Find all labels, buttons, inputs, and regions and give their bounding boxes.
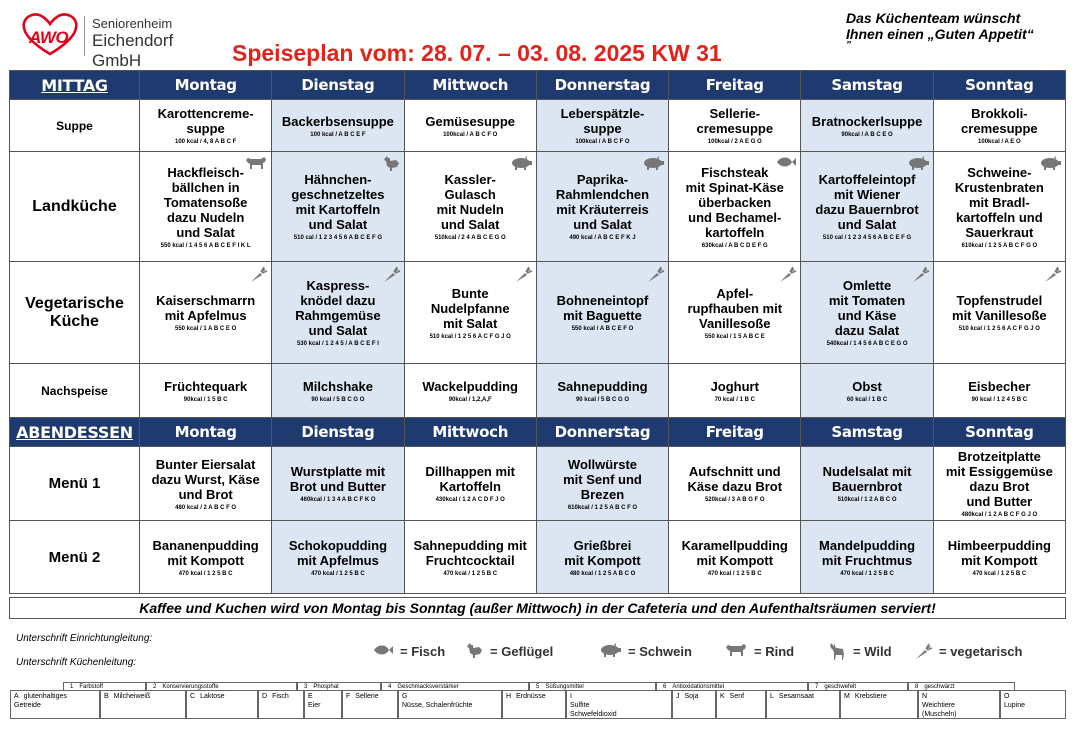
day-header-dienstag: Dienstag	[272, 71, 404, 100]
menu-cell	[669, 100, 801, 152]
cafe-note: Kaffee und Kuchen wird von Montag bis Sonntag (außer Mittwoch) in der Cafeteria und den Aufenthaltsräumen serviert!	[9, 597, 1066, 619]
menu-cell	[404, 447, 536, 521]
menu-cell	[801, 447, 933, 521]
pig-icon	[509, 155, 533, 174]
allergen-item	[258, 690, 304, 719]
fish-icon	[372, 642, 394, 661]
day-header-freitag: Freitag	[669, 418, 801, 447]
dish-name: Hähnchen- geschnetzeltes mit Kartoffeln und Salat	[291, 172, 385, 232]
dish-name: Milchshake	[302, 378, 373, 394]
additive-number: 8	[915, 684, 919, 690]
menu-cell	[272, 152, 404, 262]
dish-info: 90 kcal / 5 B C G O	[575, 396, 629, 403]
dish-name: Kassler- Gulasch mit Nudeln und Salat	[436, 172, 504, 232]
allergen-item	[672, 690, 716, 719]
menu-cell	[140, 152, 272, 262]
menu-cell	[669, 521, 801, 594]
menu-cell	[801, 364, 933, 418]
dish-name: Brokkoli- cremesuppe	[961, 106, 1038, 136]
allergen-code: J	[676, 693, 680, 700]
lunch-row-label: Vegetarische Küche	[10, 262, 140, 364]
allergen-item	[840, 690, 918, 719]
signature-facility-lead: Unterschrift Einrichtungleitung:	[16, 633, 153, 644]
allergen-code: D	[262, 693, 268, 700]
dish-info: 480 kcal / 2 A B C F O	[175, 504, 237, 511]
dish-info: 470 kcal / 1 2 5 B C	[443, 570, 498, 577]
allergen-label: Laktose	[200, 693, 225, 700]
awo-logo	[20, 12, 220, 70]
legend-item	[598, 642, 692, 663]
dish-name: Bohneneintopf mit Baguette	[556, 293, 649, 323]
legend-label: = Geflügel	[490, 644, 554, 659]
menu-cell	[404, 262, 536, 364]
dish-name: Leberspätzle- suppe	[560, 106, 645, 136]
menu-cell	[536, 100, 668, 152]
day-header-sonntag: Sonntag	[933, 418, 1065, 447]
dish-info: 430kcal / 1 2 A C D F J O	[435, 497, 505, 503]
additive-label: Phosphat	[313, 684, 339, 690]
lunch-section-label: MITTAG	[10, 71, 140, 100]
dish-name: Eisbecher	[968, 378, 1031, 394]
dish-name: Brotzeitplatte mit Essiggemüse dazu Brot und Butter	[945, 449, 1053, 509]
dish-name: Bunte Nudelpfanne mit Salat	[430, 285, 510, 331]
vegetarian-icon	[1042, 265, 1062, 288]
dish-name: Karottencreme- suppe	[157, 106, 254, 136]
additive-number: 4	[388, 684, 392, 690]
vegetarian-icon	[645, 265, 665, 288]
dish-name: Omlette mit Tomaten und Käse dazu Salat	[828, 278, 906, 338]
signature-kitchen-lead: Unterschrift Küchenleitung:	[16, 657, 137, 668]
dish-name: Dillhappen mit Kartoffeln	[425, 464, 515, 494]
allergen-code: I	[570, 693, 572, 700]
allergen-code: O	[1004, 693, 1010, 700]
dish-name: Bananenpudding mit Kompott	[152, 537, 259, 568]
dish-info: 510 cal / 1 2 3 4 5 6 A B C E F G	[293, 235, 383, 241]
dinner-row-label: Menü 2	[10, 521, 140, 594]
dish-info: 70 kcal / 1 B C	[714, 396, 755, 403]
menu-cell	[801, 100, 933, 152]
dish-name: Kartoffeleintopf mit Wiener dazu Bauernbrot und Salat	[815, 172, 919, 232]
menu-cell	[272, 521, 404, 594]
allergen-code: B	[104, 693, 109, 700]
dish-name: Obst	[852, 378, 882, 394]
day-header-dienstag: Dienstag	[272, 418, 404, 447]
allergen-code: C	[190, 693, 196, 700]
allergen-item	[100, 690, 186, 719]
allergen-item	[766, 690, 840, 719]
lunch-header-row	[10, 71, 1066, 100]
legend-item	[372, 642, 445, 662]
menu-cell	[404, 152, 536, 262]
menu-cell	[933, 364, 1065, 418]
menu-cell	[272, 262, 404, 364]
dinner-row	[10, 521, 1066, 594]
dish-name: Karamellpudding mit Kompott	[681, 537, 788, 568]
additive-number: 3	[304, 684, 308, 690]
dish-info: 90 kcal / 5 B C G O	[311, 396, 365, 403]
additive-number: 1	[70, 684, 74, 690]
allergen-item	[304, 690, 342, 719]
menu-cell	[669, 262, 801, 364]
dish-info: 100 kcal / A B C E F	[310, 131, 366, 138]
dinner-row	[10, 447, 1066, 521]
vegetarian-icon	[913, 647, 933, 666]
dish-name: Aufschnitt und Käse dazu Brot	[687, 464, 783, 494]
menu-cell	[536, 364, 668, 418]
day-header-freitag: Freitag	[669, 71, 801, 100]
dish-info: 470 kcal / 1 2 5 B C	[178, 570, 233, 577]
menu-cell	[801, 262, 933, 364]
dish-info: 550 kcal / 1 4 5 6 A B C E F I K L	[160, 242, 251, 249]
dish-name: Kaspress- knödel dazu Rahmgemüse und Salat	[295, 278, 381, 338]
lunch-row	[10, 262, 1066, 364]
allergen-code: A	[14, 693, 19, 700]
deer-icon	[827, 647, 847, 666]
dish-name: Schweine- Krustenbraten mit Bradl- kartoffeln und Sauerkraut	[954, 164, 1044, 240]
allergen-label: Fisch	[272, 693, 289, 700]
additive-label: Konservierungsstoffe	[162, 684, 219, 690]
allergen-code: E	[308, 693, 313, 700]
pig-icon	[641, 155, 665, 174]
legend-label: = Fisch	[400, 644, 446, 659]
menu-cell	[933, 100, 1065, 152]
dish-info: 100kcal / 2 A E G O	[707, 139, 762, 145]
allergen-label: Nüsse, Schalenfrüchte	[402, 702, 473, 709]
dish-name: Früchtequark	[164, 378, 248, 394]
logo-divider	[84, 16, 85, 56]
day-header-montag: Montag	[140, 418, 272, 447]
logo-brand: AWO	[29, 28, 69, 47]
menu-cell	[933, 152, 1065, 262]
dish-info: 520kcal / 3 A B G F O	[704, 497, 765, 503]
pig-icon	[1038, 155, 1062, 174]
allergen-label: Sesamsaat	[778, 693, 814, 700]
menu-cell	[536, 447, 668, 521]
dish-info: 510kcal / 1 2 A B C O	[837, 497, 897, 503]
allergen-item	[398, 690, 502, 719]
dish-name: Bunter Eiersalat dazu Wurst, Käse und Brot	[151, 456, 260, 502]
menu-table	[9, 70, 1066, 594]
additive-label: geschwefelt	[824, 684, 857, 690]
dish-info: 90kcal / A B C E O	[841, 131, 893, 138]
day-header-mittwoch: Mittwoch	[404, 71, 536, 100]
dish-name: Himbeerpudding mit Kompott	[947, 537, 1051, 568]
vegetarian-icon	[910, 265, 930, 288]
menu-cell	[536, 521, 668, 594]
menu-cell	[669, 152, 801, 262]
dish-info: 510kcal / 2 4 A B C E G O	[434, 235, 506, 241]
logo-line1: Seniorenheim	[92, 16, 173, 31]
allergen-code: H	[506, 693, 512, 700]
menu-cell	[801, 521, 933, 594]
allergen-item	[502, 690, 566, 719]
dish-info: 470 kcal / 1 2 5 B C	[972, 570, 1027, 577]
dish-info: 470 kcal / 1 2 5 B C	[311, 570, 365, 577]
menu-cell	[272, 364, 404, 418]
allergen-label: Erdnüsse	[516, 693, 546, 700]
dish-name: Sahnepudding mit Fruchtcocktail	[413, 537, 527, 568]
allergen-label: Lupine	[1004, 702, 1026, 709]
legend-item	[724, 642, 794, 663]
additive-number: 5	[536, 684, 540, 690]
day-header-mittwoch: Mittwoch	[404, 418, 536, 447]
logo-line2: Eichendorf GmbH	[92, 31, 174, 70]
additive-label: geschwärzt	[924, 684, 955, 690]
menu-cell	[536, 152, 668, 262]
dish-info: 480kcal / 1 2 A B C F G J O	[961, 512, 1038, 518]
legend-item	[827, 642, 892, 667]
lunch-row-label: Nachspeise	[10, 364, 140, 418]
dish-name: Topfenstrudel mit Vanillesoße	[952, 293, 1047, 323]
dish-info: 90 kcal / 1 2 4 5 B C	[971, 396, 1028, 403]
additive-label: Antioxidationsmittel	[672, 684, 725, 690]
menu-cell	[272, 447, 404, 521]
day-header-donnerstag: Donnerstag	[536, 418, 668, 447]
additive-label: Süßungsmittel	[545, 684, 584, 690]
lunch-row	[10, 152, 1066, 262]
dish-info: 60 kcal / 1 B C	[846, 396, 888, 403]
menu-cell	[669, 364, 801, 418]
additive-number: 7	[815, 684, 819, 690]
legend-label: = Rind	[754, 644, 795, 659]
dish-name: Backerbsensuppe	[281, 113, 394, 129]
allergen-code: N	[922, 693, 928, 700]
lunch-row-label: Suppe	[10, 100, 140, 152]
dish-info: 610kcal / 1 2 5 A B C F G O	[961, 242, 1038, 249]
menu-cell	[404, 521, 536, 594]
allergens-row	[10, 690, 1066, 719]
dish-name: Kaiserschmarrn mit Apfelmus	[156, 293, 256, 323]
dish-name: Hackfleisch- bällchen in Tomatensoße dazu Nudeln und Salat	[163, 164, 248, 240]
greeting-line1: Das Küchenteam wünscht	[846, 10, 1021, 26]
dish-info: 610kcal / 1 2 5 A B C F O	[567, 504, 638, 511]
dish-name: Apfel- rupfhauben mit Vanillesoße	[687, 285, 783, 331]
greeting-line3: ”	[846, 40, 851, 51]
additive-label: Geschmacksverstärker	[397, 684, 459, 690]
legend-item	[464, 642, 553, 665]
vegetarian-icon	[248, 265, 268, 288]
dish-name: Joghurt	[710, 378, 759, 394]
dish-name: Grießbrei mit Kompott	[564, 537, 641, 568]
dish-info: 100kcal / A E O	[978, 139, 1021, 145]
vegetarian-icon	[513, 265, 533, 288]
menu-cell	[140, 521, 272, 594]
allergen-code: G	[402, 693, 408, 700]
allergen-label: Sulfite Schwefeldioxid	[570, 702, 617, 718]
allergen-label: glutenhaltiges Getreide	[14, 693, 67, 709]
dish-info: 510 kcal / 1 2 5 6 A C F G J O	[429, 333, 511, 340]
allergen-item	[918, 690, 1000, 719]
chicken-icon	[381, 155, 401, 176]
legend-label: = vegetarisch	[939, 644, 1023, 659]
legend-item	[913, 642, 1022, 667]
allergen-label: Milcheiweiß	[113, 693, 151, 700]
menu-cell	[140, 364, 272, 418]
menu-cell	[536, 262, 668, 364]
vegetarian-icon	[381, 265, 401, 288]
dish-info: 510 cal / 1 2 3 4 5 6 A B C E F G	[822, 235, 912, 241]
cow-icon	[724, 643, 748, 662]
dish-name: Mandelpudding mit Fruchtmus	[819, 537, 916, 568]
dish-info: 90kcal / 1,2,A,F	[448, 396, 492, 403]
menu-cell	[140, 262, 272, 364]
dish-info: 540kcal / 1 4 5 6 A B C E G O	[826, 341, 908, 347]
allergen-item	[342, 690, 398, 719]
allergen-code: L	[770, 693, 774, 700]
dish-info: 90kcal / 1 5 B C	[183, 396, 228, 403]
allergen-item	[566, 690, 672, 719]
dish-name: Wollwürste mit Senf und Brezen	[563, 456, 642, 502]
greeting	[846, 10, 1034, 50]
menu-cell	[272, 100, 404, 152]
dish-name: Wurstplatte mit Brot und Butter	[289, 464, 386, 494]
dish-info: 550 kcal / 1 A B C E O	[175, 326, 237, 332]
allergen-code: M	[844, 693, 850, 700]
menu-cell	[140, 447, 272, 521]
allergen-item	[10, 690, 100, 719]
legend	[372, 640, 1062, 662]
dish-info: 460kcal / 1 3 4 A B C F K O	[300, 497, 376, 503]
cow-icon	[244, 155, 268, 174]
allergen-label: Eier	[308, 702, 321, 709]
allergen-code: F	[346, 693, 351, 700]
chicken-icon	[464, 645, 484, 664]
dish-name: Sahnepudding	[557, 378, 648, 394]
additive-number: 2	[153, 684, 157, 690]
dish-name: Wackelpudding	[422, 378, 518, 394]
lunch-row-label: Landküche	[10, 152, 140, 262]
menu-cell	[933, 262, 1065, 364]
dish-info: 490 kcal / A B C E F K J	[569, 235, 636, 241]
allergen-label: Krebstiere	[854, 693, 887, 700]
menu-cell	[933, 447, 1065, 521]
additive-number: 6	[663, 684, 667, 690]
menu-cell	[404, 100, 536, 152]
day-header-samstag: Samstag	[801, 418, 933, 447]
allergen-label: Weichtiere (Muscheln)	[922, 702, 957, 718]
allergen-item	[1000, 690, 1066, 719]
page-title: Speiseplan vom: 28. 07. – 03. 08. 2025 KW 31	[232, 40, 722, 66]
dinner-section-label: ABENDESSEN	[10, 418, 140, 447]
pig-icon	[598, 643, 622, 662]
allergen-code: K	[720, 693, 725, 700]
dish-info: 510 kcal / 1 2 5 6 A C F G J O	[958, 326, 1040, 332]
allergen-item	[716, 690, 766, 719]
dish-name: Schokopudding mit Apfelmus	[288, 537, 388, 568]
day-header-samstag: Samstag	[801, 71, 933, 100]
menu-cell	[404, 364, 536, 418]
dish-name: Gemüsesuppe	[425, 113, 515, 129]
lunch-row	[10, 100, 1066, 152]
dish-info: 470 kcal / 1 2 5 B C	[840, 570, 894, 577]
menu-cell	[801, 152, 933, 262]
dish-info: 550 kcal / 1 5 A B C E	[704, 333, 765, 340]
dish-info: 100kcal / A B C F O	[443, 131, 498, 138]
day-header-sonntag: Sonntag	[933, 71, 1065, 100]
dish-name: Fischsteak mit Spinat-Käse überbacken und Bechamel- kartoffeln	[685, 164, 784, 240]
menu-cell	[140, 100, 272, 152]
day-header-donnerstag: Donnerstag	[536, 71, 668, 100]
vegetarian-icon	[777, 265, 797, 288]
pig-icon	[906, 155, 930, 174]
dish-info: 470 kcal / 1 2 5 B C	[707, 570, 762, 577]
dish-info: 100kcal / A B C F O	[575, 139, 630, 145]
greeting-line2: Ihnen einen „Guten Appetit“	[846, 26, 1034, 42]
allergen-item	[186, 690, 258, 719]
dish-name: Paprika- Rahmlendchen mit Kräuterreis und Salat	[555, 172, 650, 232]
dish-info: 630kcal / A B C D E F G	[701, 242, 768, 249]
dinner-row-label: Menü 1	[10, 447, 140, 521]
menu-cell	[669, 447, 801, 521]
dish-name: Sellerie- cremesuppe	[696, 106, 774, 136]
dish-info: 480 kcal / 1 2 5 A B C O	[569, 570, 636, 577]
legend-label: = Wild	[853, 644, 892, 659]
allergen-label: Sellerie	[355, 693, 379, 700]
fish-icon	[775, 155, 797, 172]
dish-info: 530 kcal / 1 2 4 5 / A B C E F I	[296, 341, 379, 347]
lunch-row	[10, 364, 1066, 418]
dish-info: 100 kcal / 4, 8 A B C F	[175, 139, 237, 145]
day-header-montag: Montag	[140, 71, 272, 100]
allergen-label: Soja	[684, 693, 699, 700]
dish-name: Bratnockerlsuppe	[811, 113, 923, 129]
dish-name: Nudelsalat mit Bauernbrot	[822, 464, 912, 494]
additive-label: Farbstoff	[79, 684, 103, 690]
allergen-label: Senf	[729, 693, 745, 700]
dish-info: 550 kcal / A B C E F O	[571, 326, 634, 332]
legend-label: = Schwein	[628, 644, 692, 659]
dinner-header-row	[10, 418, 1066, 447]
menu-cell	[933, 521, 1065, 594]
